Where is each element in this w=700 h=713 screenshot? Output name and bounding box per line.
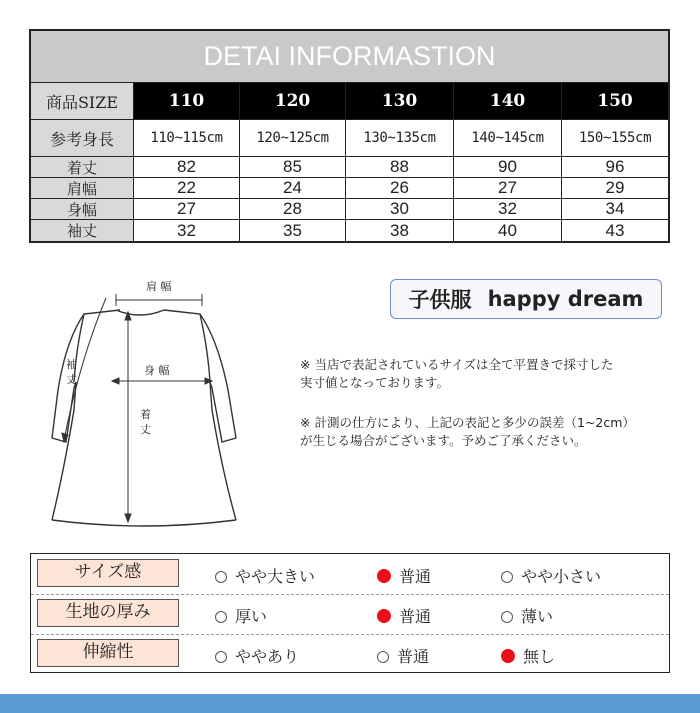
row-label: 袖丈 bbox=[31, 220, 134, 241]
table-cell: 24 bbox=[240, 178, 346, 198]
size-110: 110 bbox=[134, 83, 240, 119]
attribute-label: 伸縮性 bbox=[37, 639, 179, 667]
diagram-label-sleeve-2: 丈 bbox=[66, 373, 77, 386]
attribute-option: 普通 bbox=[377, 564, 431, 587]
table-cell: 27 bbox=[134, 199, 240, 219]
attribute-row-size-feel bbox=[31, 554, 669, 595]
table-cell: 96 bbox=[605, 157, 625, 176]
product-attributes bbox=[30, 553, 670, 673]
error-margin-note bbox=[300, 414, 685, 450]
table-cell: 38 bbox=[346, 220, 454, 241]
table-row-chest bbox=[31, 199, 668, 220]
selected-dot-icon bbox=[377, 569, 391, 583]
shop-badge bbox=[390, 279, 662, 319]
attribute-row-stretch bbox=[31, 634, 669, 674]
reference-height-cell: 150~155cm bbox=[578, 130, 652, 146]
table-cell: 88 bbox=[346, 157, 454, 177]
measurement-arrows bbox=[62, 294, 212, 522]
size-140: 140 bbox=[454, 83, 562, 119]
table-cell: 35 bbox=[240, 220, 346, 241]
table-cell: 26 bbox=[346, 178, 454, 198]
table-cell: 30 bbox=[346, 199, 454, 219]
garment-measurement-diagram bbox=[50, 270, 260, 535]
table-row-shoulder bbox=[31, 178, 668, 199]
note-line: 実寸値となっております。 bbox=[300, 375, 450, 390]
table-cell: 90 bbox=[454, 157, 562, 177]
table-row-sleeve bbox=[31, 220, 668, 241]
unselected-circle-icon bbox=[215, 571, 227, 583]
attribute-row-thickness bbox=[31, 594, 669, 635]
unselected-circle-icon bbox=[215, 651, 227, 663]
reference-height-label: 参考身長 bbox=[31, 120, 134, 156]
reference-height-row bbox=[31, 120, 668, 157]
table-cell: 27 bbox=[454, 178, 562, 198]
table-cell: 40 bbox=[454, 220, 562, 241]
table-cell: 29 bbox=[605, 178, 625, 197]
size-130: 130 bbox=[346, 83, 454, 119]
diagram-label-shoulder: 肩 幅 bbox=[146, 280, 172, 293]
table-cell: 28 bbox=[240, 199, 346, 219]
attribute-option: やや小さい bbox=[501, 564, 601, 587]
note-line: ※ 計測の仕方により、上記の表記と多少の誤差（1~2cm） bbox=[300, 415, 635, 430]
diagram-label-length-1: 着 bbox=[140, 408, 151, 421]
diagram-label-length-2: 丈 bbox=[140, 423, 151, 436]
attribute-option: やや大きい bbox=[215, 564, 315, 587]
reference-height-cell: 110~115cm bbox=[134, 120, 240, 156]
diagram-label-sleeve-1: 袖 bbox=[66, 358, 77, 371]
reference-height-cell: 130~135cm bbox=[346, 120, 454, 156]
shop-badge-en: happy dream bbox=[487, 287, 644, 311]
row-label: 着丈 bbox=[31, 157, 134, 177]
reference-height-cell: 140~145cm bbox=[454, 120, 562, 156]
unselected-circle-icon bbox=[501, 611, 513, 623]
table-row-length bbox=[31, 157, 668, 178]
unselected-circle-icon bbox=[501, 571, 513, 583]
unselected-circle-icon bbox=[215, 611, 227, 623]
size-table bbox=[29, 29, 670, 243]
unselected-circle-icon bbox=[377, 651, 389, 663]
table-cell: 32 bbox=[134, 220, 240, 241]
table-cell: 82 bbox=[134, 157, 240, 177]
attribute-option: 普通 bbox=[377, 644, 429, 667]
size-150: 150 bbox=[562, 83, 668, 119]
table-cell: 43 bbox=[605, 220, 625, 240]
table-cell: 34 bbox=[605, 199, 625, 218]
reference-height-cell: 120~125cm bbox=[240, 120, 346, 156]
size-header-row bbox=[31, 83, 668, 120]
measurement-note bbox=[300, 356, 685, 392]
attribute-option: 厚い bbox=[215, 604, 267, 627]
table-cell: 32 bbox=[454, 199, 562, 219]
attribute-label: サイズ感 bbox=[37, 559, 179, 587]
table-cell: 85 bbox=[240, 157, 346, 177]
attribute-option: ややあり bbox=[215, 644, 299, 667]
shop-badge-jp: 子供服 bbox=[408, 288, 472, 312]
size-120: 120 bbox=[240, 83, 346, 119]
table-title: DETAI INFORMASTION bbox=[31, 31, 668, 83]
diagram-label-chest: 身 幅 bbox=[144, 364, 170, 377]
note-line: ※ 当店で表記されているサイズは全て平置きで採寸した bbox=[300, 357, 614, 372]
row-label: 身幅 bbox=[31, 199, 134, 219]
selected-dot-icon bbox=[501, 649, 515, 663]
selected-dot-icon bbox=[377, 609, 391, 623]
attribute-option: 普通 bbox=[377, 604, 431, 627]
table-cell: 22 bbox=[134, 178, 240, 198]
attribute-option: 薄い bbox=[501, 604, 553, 627]
note-line: が生じる場合がございます。予めご了承ください。 bbox=[300, 433, 587, 448]
footer-bar bbox=[0, 694, 700, 713]
attribute-label: 生地の厚み bbox=[37, 599, 179, 627]
size-header-label: 商品SIZE bbox=[31, 83, 134, 119]
attribute-option: 無し bbox=[501, 644, 555, 667]
row-label: 肩幅 bbox=[31, 178, 134, 198]
